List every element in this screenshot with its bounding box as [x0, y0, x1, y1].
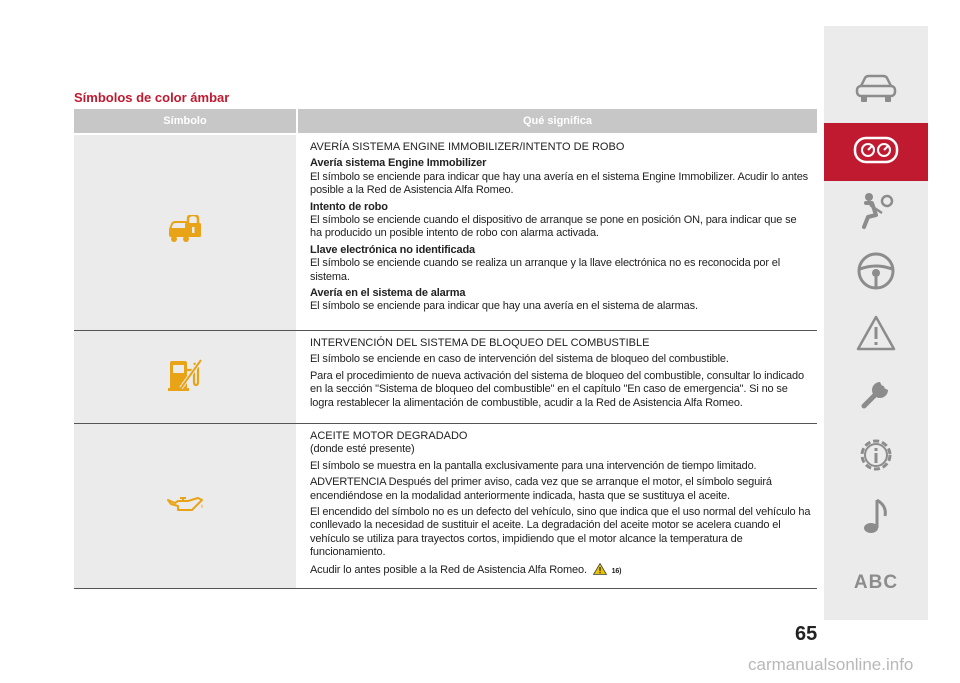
immobilizer-lock-icon	[168, 215, 202, 250]
page-number: 65	[795, 623, 818, 645]
sidebar-item-maintenance[interactable]	[824, 367, 928, 425]
block-heading: Intento de robo	[310, 200, 388, 213]
symbol-cell	[74, 135, 296, 330]
section-title: Símbolos de color ámbar	[74, 90, 230, 105]
block-heading: Llave electrónica no identificada	[310, 243, 475, 256]
music-note-icon	[861, 496, 891, 541]
sidebar-item-emergency[interactable]	[824, 306, 928, 364]
warning-triangle-icon	[856, 315, 896, 356]
reference-note[interactable]: 16)	[611, 567, 622, 575]
instrument-panel-icon	[853, 135, 899, 170]
sidebar-item-safety[interactable]	[824, 184, 928, 242]
last-line: Acudir lo antes posible a la Red de Asistencia Alfa Romeo.	[310, 563, 587, 576]
sidebar-item-multimedia[interactable]	[824, 489, 928, 547]
table-row	[74, 424, 817, 589]
sidebar-item-index[interactable]	[824, 554, 928, 612]
block-text: El símbolo se enciende cuando se realiza un arranque y la llave electrónica no es reconocida por el sistema.	[310, 257, 781, 283]
wrench-icon	[856, 374, 896, 419]
table-row	[74, 331, 817, 424]
block-text: El símbolo se enciende para indicar que hay una avería en el sistema de alarmas.	[310, 300, 698, 313]
symbol-cell	[74, 424, 296, 588]
sidebar-item-instrument-panel[interactable]	[824, 123, 928, 181]
paragraph: El símbolo se enciende en caso de intervención del sistema de bloqueo del combustible.	[310, 353, 729, 366]
warning-triangle-icon	[593, 563, 607, 579]
meaning-cell	[296, 135, 817, 330]
fuel-cutoff-icon	[167, 358, 203, 397]
watermark: carmanualsonline.info	[748, 655, 914, 674]
row-title: INTERVENCIÓN DEL SISTEMA DE BLOQUEO DEL COMBUSTIBLE	[310, 337, 650, 349]
sidebar-item-driving[interactable]	[824, 244, 928, 302]
technical-data-gear-icon	[856, 435, 896, 480]
row-subtitle: (donde esté presente)	[310, 443, 415, 456]
block-text: El símbolo se enciende cuando el dispositivo de arranque se pone en posición ON, para indicar que se ha producido un posible intento de robo con alarma activada.	[310, 214, 797, 240]
paragraph: ADVERTENCIA Después del primer aviso, cada vez que se arranque el motor, el símbolo seguirá encendiéndose en la modalidad anteriormente indicada, hasta que se sustituya el aceite.	[310, 476, 772, 502]
symbols-table	[74, 109, 817, 589]
table-header	[74, 109, 817, 133]
car-icon	[855, 74, 897, 109]
block-heading: Avería sistema Engine Immobilizer	[310, 157, 487, 170]
paragraph: El símbolo se muestra en la pantalla exclusivamente para una intervención de tiempo limitado.	[310, 459, 757, 472]
steering-wheel-icon	[856, 251, 896, 296]
header-meaning: Qué significa	[298, 109, 817, 133]
symbol-cell	[74, 331, 296, 423]
row-title: ACEITE MOTOR DEGRADADO	[310, 430, 468, 442]
sidebar-item-car[interactable]	[824, 62, 928, 120]
paragraph: Para el procedimiento de nueva activación del sistema de bloqueo del combustible, consultar lo indicado en la sección "Sistema de bloqueo del combustible" en el capítulo "En caso de emergencia". Si no se logra restablecer la alimentación de combustible, acudir a la Red de Asistencia Alfa Romeo.	[310, 369, 804, 409]
meaning-cell	[296, 424, 817, 588]
sidebar-item-technical-data[interactable]	[824, 428, 928, 486]
abc-index-icon: ABC	[853, 572, 899, 593]
header-symbol: Símbolo	[74, 109, 296, 133]
meaning-cell	[296, 331, 817, 423]
block-heading: Avería en el sistema de alarma	[310, 287, 466, 300]
paragraph: El encendido del símbolo no es un defecto del vehículo, sino que indica que el uso normal del vehículo ha conllevado la necesidad de sustituir el aceite. La degradación del aceite motor se acelera cuando el vehículo se utiliza para trayectos cortos, impidiendo que el motor alcance la temperatura de funcionamiento.	[310, 506, 811, 559]
table-row	[74, 135, 817, 331]
block-text: El símbolo se enciende para indicar que hay una avería en el sistema Engine Immobilizer. Acudir lo antes posible a la Red de Asistencia Alfa Romeo.	[310, 170, 809, 197]
oil-can-icon	[166, 495, 204, 518]
chapter-sidebar	[824, 26, 928, 620]
row-title: AVERÍA SISTEMA ENGINE IMMOBILIZER/INTENTO DE ROBO	[310, 141, 625, 153]
airbag-seat-icon	[856, 191, 896, 236]
paragraph-last	[310, 563, 811, 579]
